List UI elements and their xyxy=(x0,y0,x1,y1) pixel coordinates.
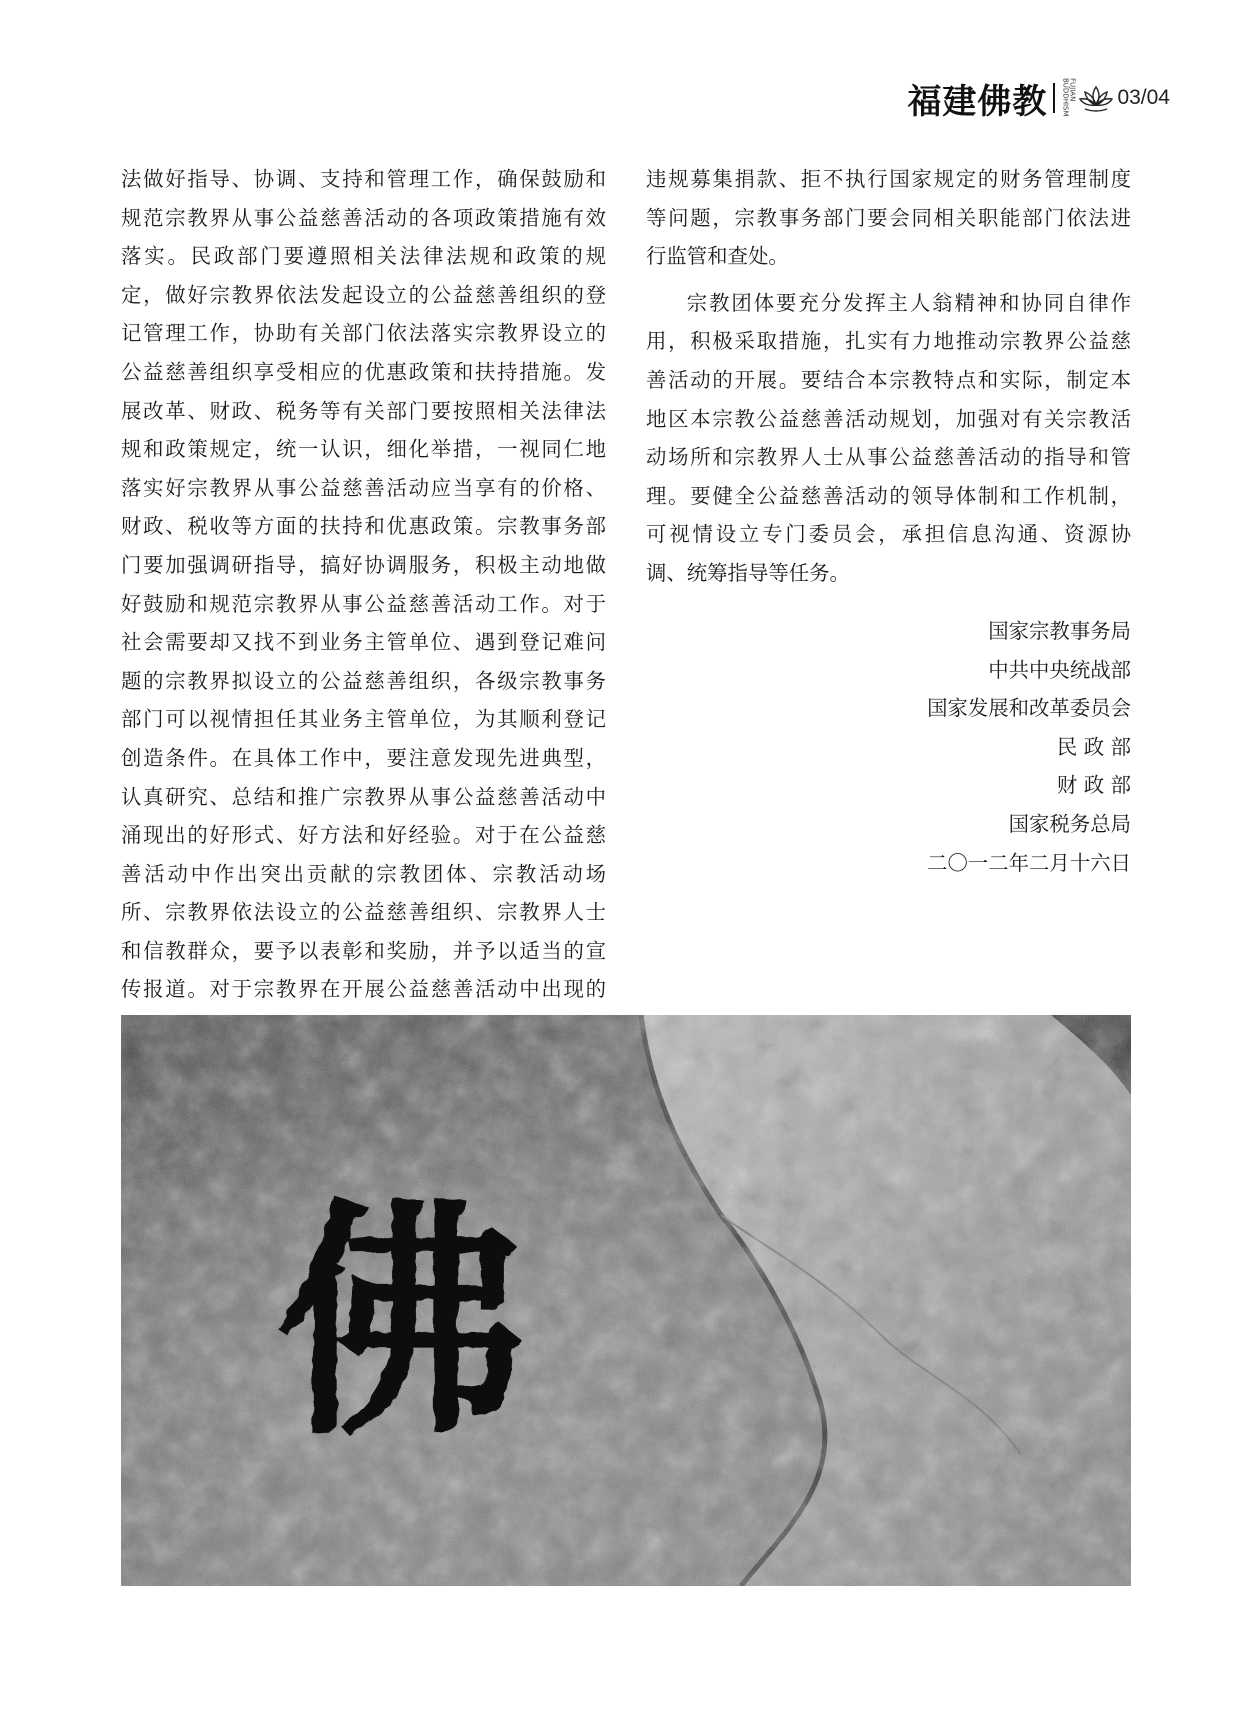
text-line: 调、统筹指导等任务。 xyxy=(646,560,850,585)
text-line: 定，做好宗教界依法发起设立的公益慈善组织的登 xyxy=(121,282,606,307)
text-line: 行监管和查处。 xyxy=(646,244,789,269)
header-divider xyxy=(1053,83,1055,113)
text-line: 理。要健全公益慈善活动的领导体制和工作机制， xyxy=(646,483,1131,508)
carved-character: 佛 xyxy=(276,1175,526,1469)
rock-carving-photo xyxy=(121,1015,1131,1586)
text-line: 创造条件。在具体工作中，要注意发现先进典型， xyxy=(121,745,606,770)
lotus-icon xyxy=(1079,83,1113,113)
text-line: 用，积极采取措施，扎实有力地推动宗教界公益慈 xyxy=(646,329,1131,354)
text-line: 法做好指导、协调、支持和管理工作，确保鼓励和 xyxy=(121,167,606,191)
text-line: 地区本宗教公益慈善活动规划，加强对有关宗教活 xyxy=(646,406,1131,431)
left-text-column xyxy=(121,160,606,1009)
text-line: 违规募集捐款、拒不执行国家规定的财务管理制度 xyxy=(646,167,1131,191)
text-line: 展改革、财政、税务等有关部门要按照相关法律法 xyxy=(121,398,606,423)
text-line: 落实。民政部门要遵照相关法律法规和政策的规 xyxy=(121,244,606,269)
signature-line: 民 政 部 xyxy=(1056,734,1131,759)
right-text-column xyxy=(646,160,1131,593)
signature-line: 国家宗教事务局 xyxy=(988,619,1131,643)
signature-date: 二〇一二年二月十六日 xyxy=(927,850,1131,875)
text-line: 传报道。对于宗教界在开展公益慈善活动中出现的 xyxy=(121,977,606,1002)
text-line: 认真研究、总结和推广宗教界从事公益慈善活动中 xyxy=(121,784,606,809)
text-line: 善活动的开展。要结合本宗教特点和实际，制定本 xyxy=(646,367,1131,392)
magazine-english-tag: FUJIAN BUDDHISM xyxy=(1061,78,1077,117)
page-number: 03/04 xyxy=(1117,86,1170,109)
text-line: 规和政策规定，统一认识，细化举措，一视同仁地 xyxy=(121,437,606,462)
text-line: 门要加强调研指导，搞好协调服务，积极主动地做 xyxy=(121,552,606,577)
text-line: 题的宗教界拟设立的公益慈善组织，各级宗教事务 xyxy=(121,668,606,693)
text-line: 和信教群众，要予以表彰和奖励，并予以适当的宣 xyxy=(121,938,606,963)
text-line: 社会需要却又找不到业务主管单位、遇到登记难问 xyxy=(121,630,606,655)
text-line: 记管理工作，协助有关部门依法落实宗教界设立的 xyxy=(121,321,606,346)
signature-line: 中共中央统战部 xyxy=(988,657,1131,682)
signature-line: 国家税务总局 xyxy=(1008,811,1131,836)
text-line: 规范宗教界从事公益慈善活动的各项政策措施有效 xyxy=(121,205,606,230)
text-line: 所、宗教界依法设立的公益慈善组织、宗教界人士 xyxy=(121,900,606,925)
text-line: 部门可以视情担任其业务主管单位，为其顺利登记 xyxy=(121,707,606,732)
text-line: 公益慈善组织享受相应的优惠政策和扶持措施。发 xyxy=(121,359,606,384)
signature-block xyxy=(731,612,1131,882)
magazine-title: 福建佛教 xyxy=(907,81,1048,122)
rock-photo-illustration xyxy=(121,1015,1131,1586)
text-line: 涌现出的好形式、好方法和好经验。对于在公益慈 xyxy=(121,823,606,848)
text-line: 落实好宗教界从事公益慈善活动应当享有的价格、 xyxy=(121,475,606,500)
text-line: 财政、税收等方面的扶持和优惠政策。宗教事务部 xyxy=(121,514,606,539)
page-header xyxy=(907,78,1170,122)
text-line: 好鼓励和规范宗教界从事公益慈善活动工作。对于 xyxy=(121,591,606,616)
text-line: 动场所和宗教界人士从事公益慈善活动的指导和管 xyxy=(646,445,1131,470)
signature-line: 财 政 部 xyxy=(1056,773,1131,798)
text-line: 可视情设立专门委员会，承担信息沟通、资源协 xyxy=(646,522,1131,547)
signature-line: 国家发展和改革委员会 xyxy=(927,696,1131,721)
text-line: 善活动中作出突出贡献的宗教团体、宗教活动场 xyxy=(121,861,606,886)
text-line: 等问题，宗教事务部门要会同相关职能部门依法进 xyxy=(646,205,1131,230)
text-line: 宗教团体要充分发挥主人翁精神和协同自律作 xyxy=(686,290,1131,315)
